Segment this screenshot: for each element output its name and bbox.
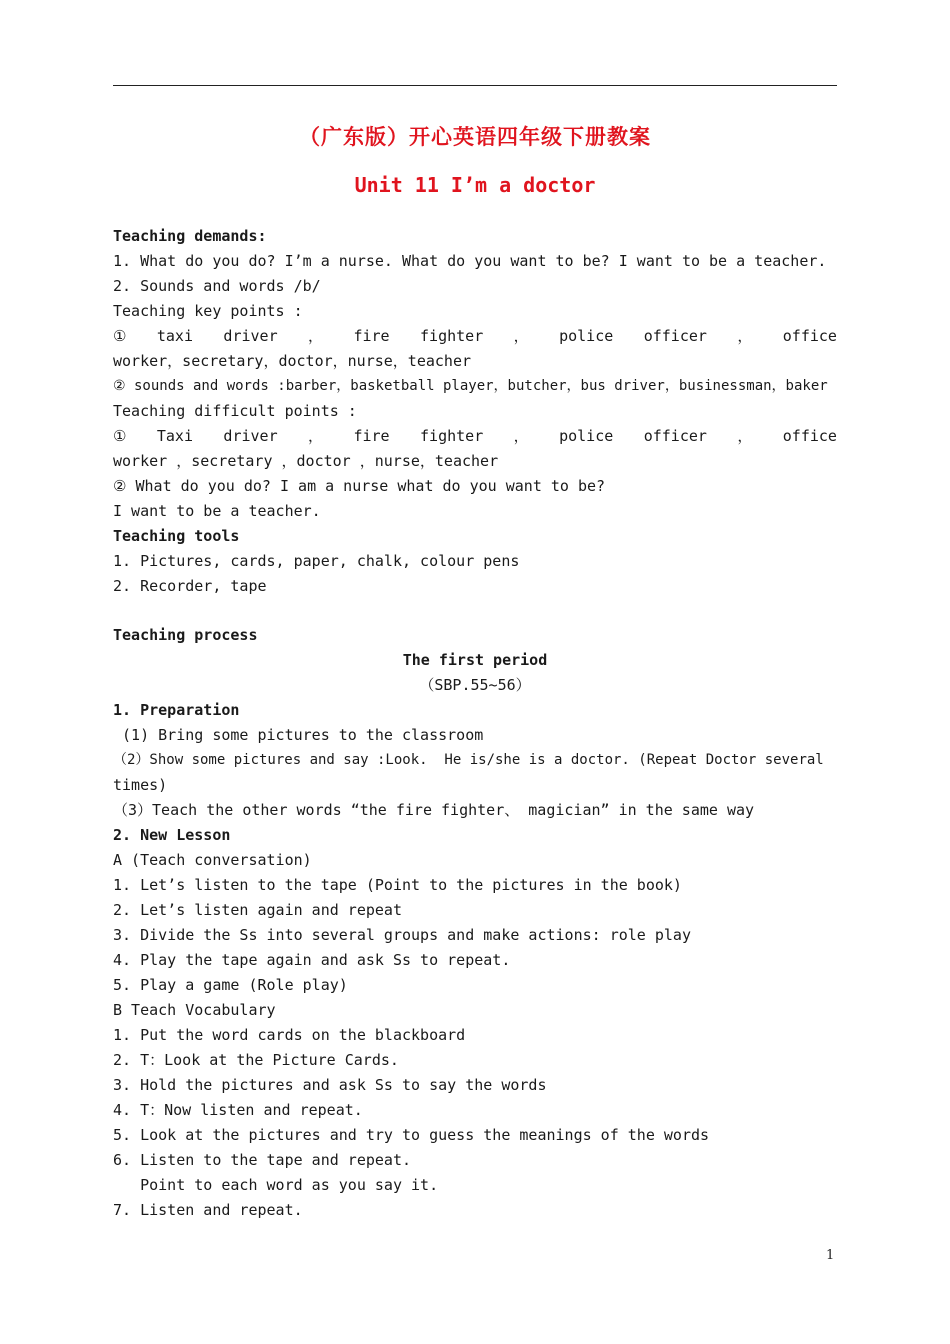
- key-points-heading: Teaching key points :: [113, 302, 303, 320]
- word: office: [782, 327, 837, 345]
- tools-item-2: 2. Recorder, tape: [113, 577, 267, 595]
- new-lesson-heading: 2. New Lesson: [113, 826, 231, 844]
- word: officer: [643, 427, 707, 445]
- page-number: 1: [826, 1248, 835, 1263]
- teaching-process-heading: Teaching process: [113, 626, 258, 644]
- key-points-line-1: [113, 324, 837, 349]
- period-title: The first period: [402, 651, 548, 669]
- section-b-step-5: 5. Look at the pictures and try to guess the meanings of the words: [113, 1126, 710, 1144]
- section-a-step-2: 2. Let’s listen again and repeat: [113, 901, 402, 919]
- teaching-tools-heading: Teaching tools: [113, 527, 240, 545]
- section-b-step-4: 4. T：Now listen and repeat.: [113, 1101, 363, 1119]
- section-b-step-2: 2. T：Look at the Picture Cards.: [113, 1051, 399, 1069]
- word: ，: [513, 327, 529, 345]
- period-pages: （SBP.55~56）: [419, 676, 531, 694]
- word: fighter: [420, 327, 484, 345]
- word: fighter: [420, 427, 484, 445]
- section-b-step-6-continued: Point to each word as you say it.: [113, 1176, 439, 1194]
- preparation-step-2: （2）Show some pictures and say :Look. He is/she is a doctor. (Repeat Doctor several: [113, 752, 824, 768]
- preparation-heading: 1. Preparation: [113, 701, 240, 719]
- word: ①: [113, 427, 127, 445]
- word: police: [559, 327, 614, 345]
- tools-item-1: 1. Pictures, cards, paper, chalk, colour pens: [113, 552, 520, 570]
- word: police: [559, 427, 614, 445]
- teaching-demands-heading: Teaching demands:: [113, 227, 267, 245]
- header-rule: [113, 85, 837, 86]
- word: officer: [643, 327, 707, 345]
- demand-item-1: 1. What do you do? I’m a nurse. What do you want to be? I want to be a teacher.: [113, 252, 827, 270]
- word: driver: [223, 427, 278, 445]
- section-a-step-5: 5. Play a game (Role play): [113, 976, 348, 994]
- section-b-step-7: 7. Listen and repeat.: [113, 1201, 303, 1219]
- section-b-step-3: 3. Hold the pictures and ask Ss to say the words: [113, 1076, 547, 1094]
- word: ，: [737, 327, 753, 345]
- unit-title: Unit 11 I’m a doctor: [354, 173, 596, 197]
- section-a-step-4: 4. Play the tape again and ask Ss to repeat.: [113, 951, 511, 969]
- word: ，: [308, 327, 324, 345]
- key-points-line-1-continued: worker，secretary，doctor，nurse，teacher: [113, 352, 472, 370]
- difficult-points-heading: Teaching difficult points :: [113, 402, 357, 420]
- section-a-heading: A (Teach conversation): [113, 851, 312, 869]
- word: office: [782, 427, 837, 445]
- word: fire: [353, 427, 390, 445]
- word: ，: [513, 427, 529, 445]
- key-points-line-2: ② sounds and words :barber，basketball player，butcher，bus driver，businessman，baker: [113, 378, 828, 394]
- section-a-step-1: 1. Let’s listen to the tape (Point to the pictures in the book): [113, 876, 682, 894]
- difficult-points-line-3: I want to be a teacher.: [113, 502, 321, 520]
- document-title-chinese: （广东版）开心英语四年级下册教案: [299, 125, 651, 149]
- word: ，: [737, 427, 753, 445]
- section-b-step-1: 1. Put the word cards on the blackboard: [113, 1026, 466, 1044]
- preparation-step-3: （3）Teach the other words “the fire fighter、 magician” in the same way: [113, 801, 755, 819]
- word: driver: [223, 327, 278, 345]
- word: taxi: [156, 327, 193, 345]
- word: Taxi: [156, 427, 193, 445]
- difficult-points-line-2: ② What do you do? I am a nurse what do you want to be?: [113, 477, 606, 495]
- word: fire: [353, 327, 390, 345]
- section-a-step-3: 3. Divide the Ss into several groups and make actions: role play: [113, 926, 691, 944]
- word: ，: [308, 427, 324, 445]
- demand-item-2: 2. Sounds and words /b/: [113, 277, 321, 295]
- difficult-points-line-1-continued: worker ，secretary ，doctor ，nurse，teacher: [113, 452, 499, 470]
- section-b-step-6: 6. Listen to the tape and repeat.: [113, 1151, 412, 1169]
- preparation-step-1: (1) Bring some pictures to the classroom: [113, 726, 484, 744]
- word: ①: [113, 327, 127, 345]
- section-b-heading: B Teach Vocabulary: [113, 1001, 276, 1019]
- difficult-points-line-1: [113, 424, 837, 449]
- preparation-step-2-continued: times): [113, 776, 168, 794]
